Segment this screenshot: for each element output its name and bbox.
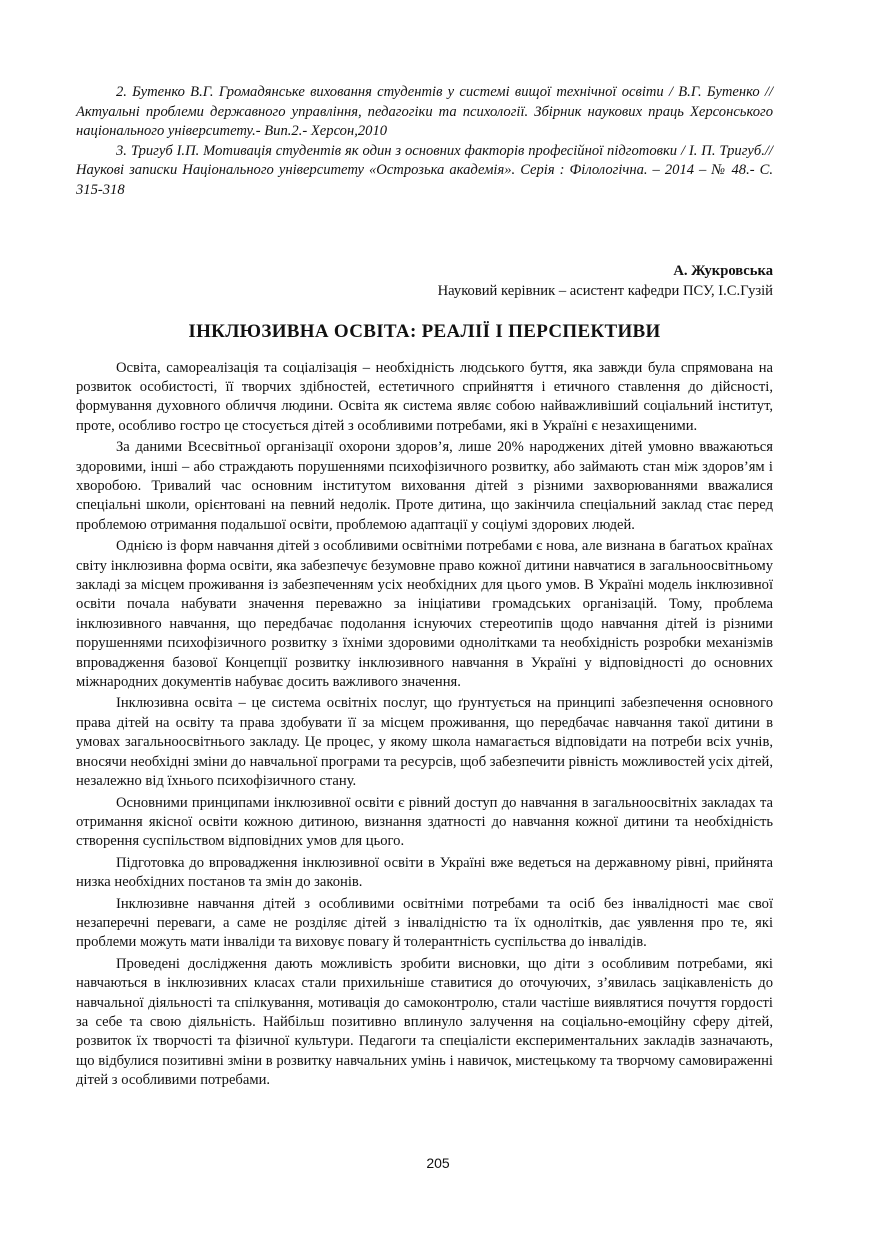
paragraph: Інклюзивне навчання дітей з особливими освітніми потребами та осіб без інвалідності має свої незаперечні переваги, а саме не розділяє дітей з інвалідністю та їх однолітків, дає уявлення про те, які проблеми можуть мати інваліди та виховує повагу й толерантність суспільства до інвалідів. — [76, 895, 773, 951]
supervisor-line: Науковий керівник – асистент кафедри ПСУ, І.С.Гузій — [437, 282, 773, 299]
article-body — [76, 359, 773, 1091]
paragraph: Однією із форм навчання дітей з особливими освітніми потребами є нова, але визнана в багатьох країнах світу інклюзивна форма освіти, яка забезпечує безумовне право кожної дитини навчатися в загальноосвітньому закладі за місцем проживання із забезпеченням усіх необхідних для цього умов. В Україні модель інклюзивної освіти почала набувати значення переважно за ініціативи громадських організацій. Тому, проблема інклюзивного навчання, що передбачає подолання існуючих стереотипів щодо навчання дітей із різними порушеннями психофізичного розвитку з їхніми здоровими однолітками та необхідність розробки механізмів впровадження базової Концепції розвитку інклюзивного навчання в Україні у відповідності до основних міжнародних документів набуває досить важливого значення. — [76, 538, 773, 691]
paragraph: Основними принципами інклюзивної освіти є рівний доступ до навчання в загальноосвітніх закладах та отримання якісної освіти кожною дитиною, визнання здатності до навчання кожної дитини та необхідність створення суспільством відповідних умов для цього. — [76, 794, 773, 850]
paragraph: Освіта, самореалізація та соціалізація – необхідність людського буття, яка завжди була спрямована на розвиток особистості, її творчих здібностей, естетичного сприйняття і етичного ставлення до дійсності, формування духовного обличчя людини. Освіта як система являє собою найважливіший соціальний інститут, проте, особливо гостро це стосується дітей з особливими потребами, які в Україні є незахищеними. — [76, 359, 773, 434]
reference-list — [76, 83, 773, 201]
paragraph: Інклюзивна освіта – це система освітніх послуг, що ґрунтується на принципі забезпечення основного права дітей на освіту та права здобувати її за місцем проживання, що передбачає навчання такої дитини в умовах загальноосвітнього закладу. Це процес, у якому школа намагається відповідати на потреби всіх учнів, вносячи необхідні зміни до навчальної програми та ресурсів, щоб забезпечити рівність можливостей усіх дітей, незалежно від їхнього психофізичного стану. — [76, 695, 774, 790]
author-block — [76, 261, 773, 301]
author-name: А. Жукровська — [673, 262, 773, 279]
page-number: 205 — [426, 1155, 450, 1171]
page-content — [76, 83, 773, 1093]
paragraph: Підготовка до впровадження інклюзивної освіти в Україні вже ведеться на державному рівні, прийнята низка необхідних постанов та змін до законів. — [76, 854, 773, 891]
reference-item: 3. Тригуб І.П. Мотивація студентів як один з основних факторів професійної підготовки / І. П. Тригуб.// Наукові записки Національного університету «Острозька академія». Серія : Філологічна. – 2014 – № 48.- С. 315-318 — [76, 142, 773, 198]
reference-item: 2. Бутенко В.Г. Громадянське виховання студентів у системі вищої технічної освіти / В.Г. Бутенко // Актуальні проблеми державного управління, педагогіки та психології. Збірник наукових праць Херсонського національного університету.- Вип.2.- Херсон,2010 — [76, 84, 773, 140]
paragraph: За даними Всесвітньої організації охорони здоров’я, лише 20% народжених дітей умовно вважаються здоровими, інші – або страждають порушеннями психофізичного розвитку, або займають стан між здоров’ям і хворобою. Тривалий час основним інститутом виховання дітей з різними захворюваннями вважалися спеціальні школи, орієнтовані на певний недолік. Проте дитина, що закінчила спеціальний заклад стає перед проблемою отримання подальшої освіти, проблемою адаптації у соціумі здорових людей. — [76, 439, 773, 533]
article-title: ІНКЛЮЗИВНА ОСВІТА: РЕАЛІЇ І ПЕРСПЕКТИВИ — [188, 320, 661, 342]
paragraph: Проведені дослідження дають можливість зробити висновки, що діти з особливим потребами, які навчаються в інклюзивних класах стали прихильніше ставитися до оточуючих, з’явилась зацікавленість до навчальної діяльності та спілкування, мотивація до самоконтролю, стали частіше виявлятися почуття гордості за себе та свою діяльність. Найбільш позитивно вплинуло залучення на соціально-емоційну сферу дітей, розвиток їх творчості та фізичної культури. Педагоги та спеціалісти експериментальних закладів зазначають, що відбулися позитивні зміни в розвитку навчальних умінь і навичок, мистецькому та творчому самовираженні дітей з особливими потребами. — [76, 955, 773, 1089]
